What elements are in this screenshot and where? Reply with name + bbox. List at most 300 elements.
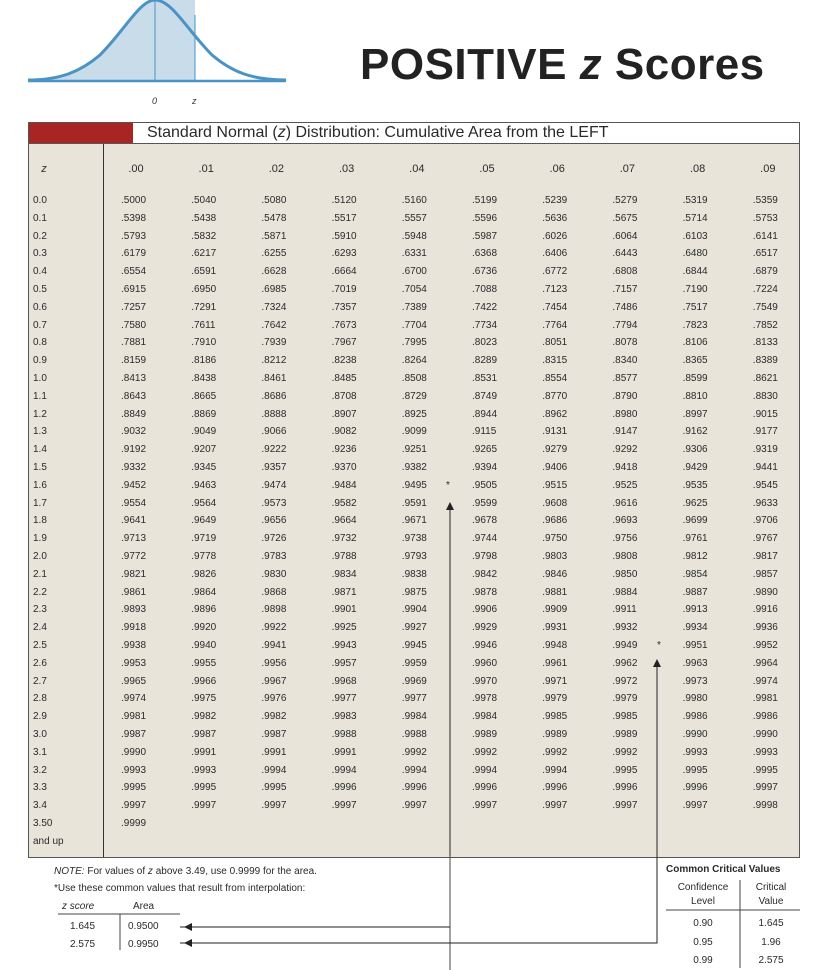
- table-cell: .8389: [752, 355, 778, 367]
- table-cell: .9817: [752, 551, 778, 562]
- row-z-value: 0.4: [33, 266, 47, 278]
- table-cell: .9713: [121, 533, 147, 545]
- table-cell: .8621: [752, 373, 778, 384]
- table-cell: .9649: [191, 515, 217, 527]
- table-cell: .7549: [752, 301, 778, 313]
- table-cell: .9996: [331, 782, 357, 794]
- row-z-value: 3.3: [33, 782, 47, 794]
- table-cell: .5517: [331, 212, 357, 224]
- table-cell: .9236: [331, 444, 357, 456]
- table-cell: .9699: [682, 515, 708, 527]
- table-cell: .9997: [612, 800, 638, 812]
- table-cell: .9953: [121, 657, 147, 669]
- table-cell: .9976: [261, 693, 287, 705]
- table-cell: .9922: [261, 622, 287, 634]
- table-cell: .5832: [191, 230, 217, 242]
- and-up-label: and up: [33, 835, 64, 847]
- row-z-value: 0.6: [33, 301, 47, 313]
- row-z-value: 0.7: [33, 319, 47, 331]
- table-cell: .9995: [682, 764, 708, 776]
- table-cell: .9616: [612, 497, 638, 509]
- crit-header-critical: Critical: [755, 882, 787, 893]
- table-cell: .9999: [121, 818, 147, 829]
- table-cell: .8413: [121, 373, 147, 384]
- table-cell: .9641: [121, 515, 147, 527]
- row-z-value: 3.1: [33, 746, 47, 758]
- table-cell: .9940: [191, 640, 217, 651]
- table-cell: .9082: [331, 426, 357, 438]
- table-cell: .6064: [612, 230, 638, 242]
- row-z-value: 1.4: [33, 444, 47, 456]
- table-cell: .9265: [472, 444, 498, 456]
- table-cell: .7852: [752, 319, 778, 331]
- table-cell: .7324: [261, 301, 287, 313]
- table-cell: .9279: [542, 444, 568, 456]
- table-cell: .8849: [121, 408, 147, 420]
- row-z-value: 0.1: [33, 212, 47, 224]
- table-cell: .7517: [682, 301, 708, 313]
- table-cell: .9222: [261, 444, 287, 456]
- table-cell: .9990: [752, 729, 778, 740]
- table-cell: .9834: [331, 568, 357, 580]
- crit-level-1: 0.90: [693, 918, 713, 929]
- table-cell: .7764: [542, 319, 568, 331]
- table-cell: .9932: [612, 622, 638, 634]
- table-cell: .9994: [401, 764, 427, 776]
- table-cell: .9898: [261, 604, 287, 616]
- table-cell: .9991: [261, 746, 287, 758]
- table-cell: .6141: [752, 230, 778, 242]
- table-cell: .9719: [191, 533, 217, 545]
- column-header: .04: [409, 163, 425, 175]
- table-cell: .9686: [542, 515, 568, 527]
- table-cell: .9573: [261, 497, 287, 509]
- table-cell: .9916: [752, 604, 778, 616]
- interp-note: *Use these common values that result from interpolation:: [54, 883, 306, 894]
- table-cell: .9990: [682, 729, 708, 740]
- table-cell: .9960: [472, 657, 498, 669]
- table-cell: .9995: [191, 782, 217, 794]
- table-cell: .9861: [121, 586, 147, 598]
- table-cell: .5279: [612, 195, 638, 206]
- table-cell: .6255: [261, 248, 287, 260]
- table-cell: .9965: [121, 675, 147, 687]
- table-cell: .9812: [682, 551, 708, 562]
- interp-z-1: 1.645: [70, 921, 96, 932]
- row-z-value: 2.4: [33, 622, 47, 634]
- table-cell: .9995: [752, 764, 778, 776]
- table-cell: .5319: [682, 195, 708, 206]
- table-cell: .9997: [542, 800, 568, 812]
- z-label: z: [192, 96, 197, 106]
- table-cell: .9997: [191, 800, 217, 812]
- table-cell: .9633: [752, 497, 778, 509]
- table-cell: .6736: [472, 266, 498, 278]
- table-cell: .7088: [472, 284, 498, 295]
- table-cell: .9850: [612, 568, 638, 580]
- table-cell: .8264: [401, 355, 427, 367]
- note-text: NOTE: For values of z above 3.49, use 0.9999 for the area.: [54, 866, 317, 877]
- column-header: .03: [338, 163, 355, 175]
- table-cell: .5714: [682, 212, 708, 224]
- table-cell: .9971: [542, 675, 568, 687]
- row-z-value: 0.5: [33, 284, 47, 295]
- table-cell: .8830: [752, 390, 778, 402]
- table-cell: .6844: [682, 266, 708, 278]
- table-cell: .7611: [191, 319, 216, 331]
- table-cell: .9993: [682, 746, 708, 758]
- table-cell: .6985: [261, 284, 287, 295]
- table-cell: .9994: [472, 764, 498, 776]
- table-cell: .9949: [612, 640, 638, 651]
- table-cell: .9015: [752, 408, 778, 420]
- table-cell: .8729: [401, 390, 427, 402]
- table-cell: .9968: [331, 675, 357, 687]
- table-cell: .9115: [472, 426, 497, 438]
- table-cell: .6217: [191, 248, 217, 260]
- table-cell: .7995: [401, 337, 427, 349]
- table-cell: .9147: [612, 426, 638, 438]
- table-cell: .9370: [331, 462, 357, 473]
- table-cell: .9992: [401, 746, 427, 758]
- table-cell: .9608: [542, 497, 568, 509]
- table-cell: .9988: [401, 729, 427, 740]
- table-cell: .9980: [682, 693, 708, 705]
- table-cell: .9671: [401, 515, 427, 527]
- crit-header-confidence: Confidence: [677, 882, 729, 893]
- table-cell: .9997: [261, 800, 287, 812]
- table-cell: .7123: [542, 284, 568, 295]
- table-cell: .9846: [542, 568, 568, 580]
- table-cell: .8997: [682, 408, 708, 420]
- table-cell: .9625: [682, 497, 708, 509]
- table-cell: .9788: [331, 551, 357, 562]
- table-cell: .5438: [191, 212, 217, 224]
- table-cell: .9099: [401, 426, 427, 438]
- table-cell: .9756: [612, 533, 638, 545]
- table-cell: .8810: [682, 390, 708, 402]
- table-cell: .6950: [191, 284, 217, 295]
- table-cell: .9306: [682, 444, 708, 456]
- table-cell: .9994: [542, 764, 568, 776]
- table-cell: .7389: [401, 301, 427, 313]
- table-cell: .7486: [612, 301, 638, 313]
- table-cell: .9991: [331, 746, 357, 758]
- table-cell: .5398: [121, 212, 147, 224]
- table-cell: .5160: [401, 195, 427, 206]
- row-z-value: 1.9: [33, 533, 47, 545]
- row-z-value: 1.8: [33, 515, 47, 527]
- table-cell: .9429: [682, 462, 708, 473]
- table-cell: .8186: [191, 355, 217, 367]
- table-cell: .6179: [121, 248, 147, 260]
- table-cell: .9974: [121, 693, 147, 705]
- table-cell: .7823: [682, 319, 708, 331]
- table-cell: .8508: [401, 373, 427, 384]
- table-cell: .8238: [331, 355, 357, 367]
- table-cell: .9987: [121, 729, 147, 740]
- table-cell: .9989: [542, 729, 568, 740]
- table-cell: .9207: [191, 444, 217, 456]
- table-cell: .9901: [331, 604, 357, 616]
- table-cell: .9878: [472, 586, 498, 598]
- table-cell: .9966: [191, 675, 217, 687]
- row-z-value: 1.2: [33, 408, 47, 420]
- interp-header-z: z score: [62, 901, 95, 912]
- table-cell: .7794: [612, 319, 638, 331]
- table-cell: .9591: [401, 497, 427, 509]
- table-cell: .6480: [682, 248, 708, 260]
- table-cell: .9987: [261, 729, 287, 740]
- table-cell: .9842: [472, 568, 498, 580]
- table-cell: .8438: [191, 373, 217, 384]
- table-cell: .9948: [542, 640, 568, 651]
- table-cell: .7019: [331, 284, 357, 295]
- column-header: .08: [689, 163, 706, 175]
- table-cell: .9963: [682, 657, 708, 669]
- table-cell: .9982: [261, 711, 287, 723]
- row-z-value: 2.8: [33, 693, 47, 705]
- table-cell: .7224: [752, 284, 778, 295]
- table-cell: .9881: [542, 586, 568, 598]
- table-cell: .9978: [472, 693, 498, 705]
- table-cell: .6368: [472, 248, 498, 260]
- table-cell: .7580: [121, 319, 147, 331]
- table-cell: .9821: [121, 568, 147, 580]
- table-cell: .9952: [752, 640, 778, 651]
- table-cell: .9957: [331, 657, 357, 669]
- table-cell: .9955: [191, 657, 217, 669]
- table-cell: .9798: [472, 551, 498, 562]
- row-z-value: 2.9: [33, 711, 47, 723]
- table-cell: .9991: [191, 746, 217, 758]
- table-cell: .5596: [472, 212, 498, 224]
- table-cell: .9599: [472, 497, 498, 509]
- table-cell: .5948: [401, 230, 427, 242]
- table-cell: .5636: [542, 212, 568, 224]
- table-cell: .9984: [401, 711, 427, 723]
- table-cell: .6293: [331, 248, 357, 260]
- table-cell: .9975: [191, 693, 217, 705]
- table-cell: .8289: [472, 355, 498, 367]
- column-header: .06: [549, 163, 565, 175]
- table-cell: .6628: [261, 266, 287, 278]
- table-cell: .6664: [331, 266, 357, 278]
- column-header: .00: [128, 163, 144, 175]
- crit-value-2: 1.96: [761, 937, 781, 948]
- table-cell: .9192: [121, 444, 147, 456]
- table-cell: .8686: [261, 390, 287, 402]
- table-cell: .9997: [331, 800, 357, 812]
- table-cell: .9484: [331, 479, 357, 491]
- table-cell: .8599: [682, 373, 708, 384]
- table-cell: .5557: [401, 212, 427, 224]
- table-cell: .9956: [261, 657, 287, 669]
- table-cell: .9793: [401, 551, 427, 562]
- table-cell: .9893: [121, 604, 147, 616]
- table-cell: .9996: [682, 782, 708, 794]
- column-header: .07: [619, 163, 636, 175]
- crit-level-3: 0.99: [693, 955, 713, 966]
- table-cell: .7190: [682, 284, 708, 295]
- table-cell: .9990: [121, 746, 147, 758]
- table-cell: .9162: [682, 426, 708, 438]
- table-cell: .7939: [261, 337, 287, 349]
- row-z-value: 2.5: [33, 640, 47, 651]
- table-cell: .9918: [121, 622, 147, 634]
- table-cell: .5478: [261, 212, 287, 224]
- table-cell: .5675: [612, 212, 638, 224]
- row-z-value: 1.3: [33, 426, 47, 438]
- table-cell: .9941: [261, 640, 287, 651]
- table-cell: .9985: [542, 711, 568, 723]
- table-cell: .9974: [752, 675, 778, 687]
- table-cell: .9984: [472, 711, 498, 723]
- critical-values-title: Common Critical Values: [666, 864, 781, 875]
- table-cell: .5120: [331, 195, 357, 206]
- table-cell: .9406: [542, 462, 568, 473]
- table-cell: .5910: [331, 230, 357, 242]
- table-cell: .9989: [472, 729, 498, 740]
- table-cell: .9761: [682, 533, 708, 545]
- table-cell: .8749: [472, 390, 498, 402]
- table-cell: .9525: [612, 479, 638, 491]
- table-cell: .9979: [542, 693, 568, 705]
- table-cell: .9887: [682, 586, 708, 598]
- column-header: .05: [479, 163, 495, 175]
- crit-value-3: 2.575: [758, 955, 784, 966]
- table-cell: .7967: [331, 337, 357, 349]
- table-cell: .9906: [472, 604, 498, 616]
- table-cell: .9981: [752, 693, 778, 705]
- table-cell: .9554: [121, 497, 147, 509]
- table-cell: .8133: [752, 337, 778, 349]
- table-cell: .8023: [472, 337, 498, 349]
- table-cell: .9998: [752, 800, 778, 812]
- table-cell: .9931: [542, 622, 568, 634]
- row-z-value: 1.5: [33, 462, 47, 473]
- row-z-value: 3.4: [33, 800, 47, 812]
- normal-curve-figure: [0, 0, 300, 112]
- table-cell: .9732: [331, 533, 357, 545]
- shaded-area: [28, 0, 195, 80]
- table-cell: .9131: [542, 426, 568, 438]
- column-header: .01: [198, 163, 214, 175]
- table-cell: .9996: [612, 782, 638, 794]
- table-cell: .6915: [121, 284, 147, 295]
- table-cell: .6591: [191, 266, 217, 278]
- table-cell: .5793: [121, 230, 147, 242]
- table-cell: .7054: [401, 284, 427, 295]
- table-cell: .8212: [261, 355, 287, 367]
- table-cell: .9251: [401, 444, 427, 456]
- table-cell: .8790: [612, 390, 638, 402]
- table-cell: .9890: [752, 586, 778, 598]
- table-cell: .9332: [121, 462, 147, 473]
- table-cell: .6026: [542, 230, 568, 242]
- table-cell: .9452: [121, 479, 147, 491]
- table-cell: .9778: [191, 551, 217, 562]
- table-cell: .9946: [472, 640, 498, 651]
- table-cell: .9032: [121, 426, 147, 438]
- row-z-value: 3.2: [33, 764, 47, 776]
- table-cell: .9319: [752, 444, 778, 456]
- table-cell: .9656: [261, 515, 287, 527]
- table-cell: .9995: [612, 764, 638, 776]
- interp-area-2: 0.9950: [128, 939, 159, 950]
- table-cell: .9830: [261, 568, 287, 580]
- table-cell: .9545: [752, 479, 778, 491]
- table-cell: .6554: [121, 266, 147, 278]
- table-cell: .5199: [472, 195, 498, 206]
- table-cell: .6103: [682, 230, 708, 242]
- table-cell: .7357: [331, 301, 357, 313]
- table-cell: .9997: [752, 782, 778, 794]
- table-cell: .8944: [472, 408, 498, 420]
- row-z-value: 3.0: [33, 729, 47, 740]
- table-cell: .9920: [191, 622, 217, 634]
- interp-z-2: 2.575: [70, 939, 96, 950]
- table-cell: .8888: [261, 408, 287, 420]
- table-cell: .9979: [612, 693, 638, 705]
- table-caption: Standard Normal (z) Distribution: Cumulative Area from the LEFT: [147, 124, 609, 141]
- table-cell: .7454: [542, 301, 568, 313]
- table-cell: .6879: [752, 266, 778, 278]
- table-cell: .9664: [331, 515, 357, 527]
- table-cell: .6406: [542, 248, 568, 260]
- table-cell: .6772: [542, 266, 568, 278]
- table-cell: .9996: [401, 782, 427, 794]
- table-cell: .5040: [191, 195, 217, 206]
- table-cell: .9783: [261, 551, 287, 562]
- z-column-divider: [103, 144, 104, 857]
- table-cell: .9441: [752, 462, 778, 473]
- table-cell: .8340: [612, 355, 638, 367]
- table-cell: .9993: [121, 764, 147, 776]
- crit-header-value: Value: [758, 896, 784, 907]
- table-cell: .8980: [612, 408, 638, 420]
- table-cell: .9992: [472, 746, 498, 758]
- row-z-value: 0.2: [33, 230, 47, 242]
- zero-label: 0: [152, 96, 158, 106]
- table-cell: .9992: [612, 746, 638, 758]
- table-cell: .9988: [331, 729, 357, 740]
- table-cell: .9418: [612, 462, 638, 473]
- table-cell: .9964: [752, 657, 778, 669]
- table-cell: .7157: [612, 284, 638, 295]
- table-cell: .9986: [682, 711, 708, 723]
- table-cell: .9985: [612, 711, 638, 723]
- table-cell: .9938: [121, 640, 147, 651]
- table-cell: .8770: [542, 390, 568, 402]
- table-cell: .9997: [682, 800, 708, 812]
- table-cell: .9925: [331, 622, 357, 634]
- table-cell: .7704: [401, 319, 427, 331]
- table-cell: .9535: [682, 479, 708, 491]
- table-cell: .9977: [401, 693, 427, 705]
- table-cell: .9394: [472, 462, 498, 473]
- table-cell: .9997: [121, 800, 147, 812]
- table-cell: .9706: [752, 515, 778, 527]
- table-cell: .9997: [401, 800, 427, 812]
- table-cell: .9959: [401, 657, 427, 669]
- table-cell: .9904: [401, 604, 427, 616]
- table-cell: .9049: [191, 426, 217, 438]
- row-z-value: 2.0: [33, 551, 47, 562]
- table-cell: .5753: [752, 212, 778, 224]
- table-cell: .6443: [612, 248, 638, 260]
- table-cell: .9693: [612, 515, 638, 527]
